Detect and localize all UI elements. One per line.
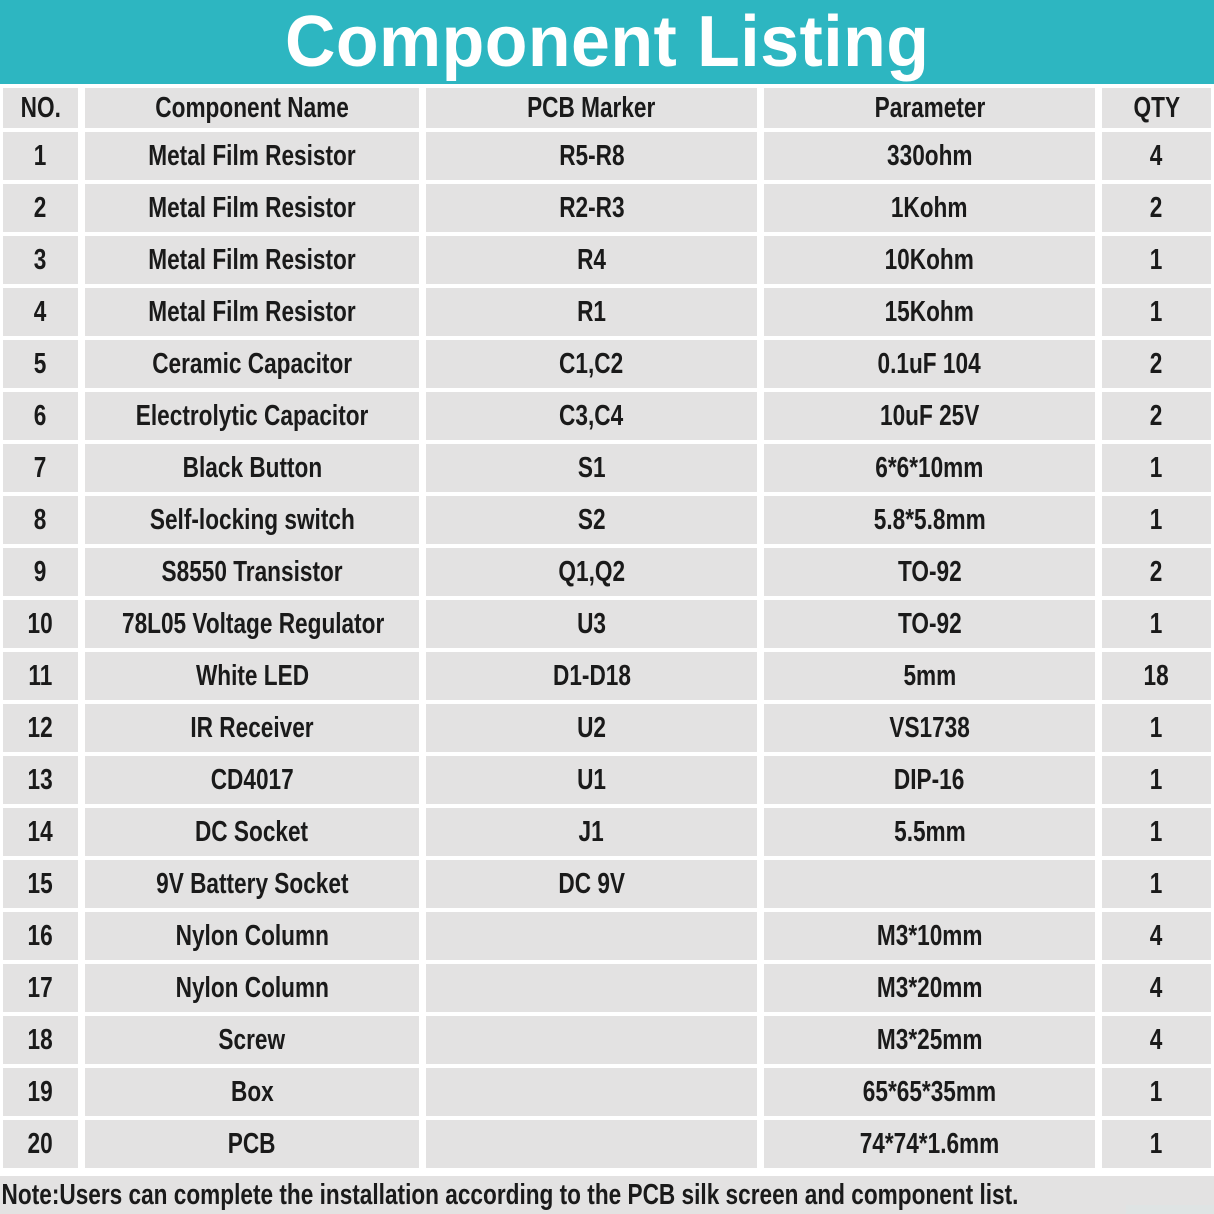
note-bar: [0, 1176, 1214, 1214]
cell-no: 5: [3, 340, 78, 388]
cell-no: 11: [3, 652, 78, 700]
col-header-qty: [1102, 88, 1211, 128]
cell-qty: 1: [1102, 236, 1211, 284]
cell-qty: 2: [1102, 184, 1211, 232]
cell-pcb-marker: S1: [426, 444, 757, 492]
cell-parameter: 10Kohm: [764, 236, 1095, 284]
table-row: [3, 184, 1211, 232]
cell-parameter: 0.1uF 104: [764, 340, 1095, 388]
table-row: [3, 912, 1211, 960]
cell-parameter: TO-92: [764, 548, 1095, 596]
note-text: Note:Users can complete the installation according to the PCB silk screen and component list.: [1, 1178, 1019, 1211]
cell-pcb-marker: S2: [426, 496, 757, 544]
cell-qty: 1: [1102, 444, 1211, 492]
cell-component-name: IR Receiver: [85, 704, 419, 752]
cell-no: 12: [3, 704, 78, 752]
cell-pcb-marker: R4: [426, 236, 757, 284]
cell-no: 18: [3, 1016, 78, 1064]
cell-parameter: 6*6*10mm: [764, 444, 1095, 492]
cell-no: 15: [3, 860, 78, 908]
table-row: [3, 132, 1211, 180]
table-row: [3, 1120, 1211, 1168]
cell-parameter: 1Kohm: [764, 184, 1095, 232]
cell-parameter: VS1738: [764, 704, 1095, 752]
cell-pcb-marker: U2: [426, 704, 757, 752]
cell-qty: 4: [1102, 132, 1211, 180]
cell-qty: 1: [1102, 860, 1211, 908]
table-header-row: [3, 88, 1211, 128]
cell-qty: 1: [1102, 288, 1211, 336]
cell-pcb-marker: R5-R8: [426, 132, 757, 180]
cell-pcb-marker: R1: [426, 288, 757, 336]
table-row: [3, 496, 1211, 544]
table-row: [3, 1016, 1211, 1064]
col-header-qty-label: QTY: [1133, 91, 1180, 124]
cell-qty: 1: [1102, 1120, 1211, 1168]
cell-component-name: Metal Film Resistor: [85, 236, 419, 284]
cell-parameter: 5mm: [764, 652, 1095, 700]
cell-no: 13: [3, 756, 78, 804]
col-header-pcb-marker: [426, 88, 757, 128]
cell-no: 3: [3, 236, 78, 284]
page-title: Component Listing: [284, 2, 930, 82]
cell-qty: 4: [1102, 912, 1211, 960]
cell-parameter: 5.5mm: [764, 808, 1095, 856]
cell-qty: 1: [1102, 704, 1211, 752]
cell-component-name: Metal Film Resistor: [85, 184, 419, 232]
cell-component-name: S8550 Transistor: [85, 548, 419, 596]
cell-component-name: Electrolytic Capacitor: [85, 392, 419, 440]
cell-component-name: 78L05 Voltage Regulator: [85, 600, 419, 648]
cell-parameter: 15Kohm: [764, 288, 1095, 336]
table-row: [3, 444, 1211, 492]
cell-no: 4: [3, 288, 78, 336]
cell-qty: 1: [1102, 808, 1211, 856]
cell-parameter: TO-92: [764, 600, 1095, 648]
cell-parameter: M3*20mm: [764, 964, 1095, 1012]
cell-no: 1: [3, 132, 78, 180]
table-row: [3, 548, 1211, 596]
table-row: [3, 756, 1211, 804]
cell-pcb-marker: DC 9V: [426, 860, 757, 908]
cell-component-name: White LED: [85, 652, 419, 700]
cell-parameter: 74*74*1.6mm: [764, 1120, 1095, 1168]
cell-pcb-marker: C1,C2: [426, 340, 757, 388]
cell-component-name: PCB: [85, 1120, 419, 1168]
cell-parameter: M3*25mm: [764, 1016, 1095, 1064]
cell-qty: 1: [1102, 756, 1211, 804]
cell-pcb-marker: [426, 964, 757, 1012]
cell-pcb-marker: R2-R3: [426, 184, 757, 232]
cell-qty: 2: [1102, 392, 1211, 440]
col-header-no-label: NO.: [20, 91, 61, 124]
cell-qty: 18: [1102, 652, 1211, 700]
cell-component-name: Metal Film Resistor: [85, 132, 419, 180]
cell-no: 10: [3, 600, 78, 648]
cell-pcb-marker: C3,C4: [426, 392, 757, 440]
col-header-pcb-marker-label: PCB Marker: [527, 91, 656, 124]
cell-no: 17: [3, 964, 78, 1012]
col-header-component-name: [85, 88, 419, 128]
cell-component-name: Nylon Column: [85, 912, 419, 960]
cell-qty: 4: [1102, 964, 1211, 1012]
title-banner: [0, 0, 1214, 84]
cell-component-name: 9V Battery Socket: [85, 860, 419, 908]
cell-pcb-marker: D1-D18: [426, 652, 757, 700]
cell-qty: 4: [1102, 1016, 1211, 1064]
cell-parameter: DIP-16: [764, 756, 1095, 804]
cell-pcb-marker: J1: [426, 808, 757, 856]
table-row: [3, 288, 1211, 336]
table-row: [3, 600, 1211, 648]
cell-pcb-marker: U1: [426, 756, 757, 804]
cell-component-name: CD4017: [85, 756, 419, 804]
cell-no: 16: [3, 912, 78, 960]
table-row: [3, 808, 1211, 856]
table-row: [3, 340, 1211, 388]
cell-no: 19: [3, 1068, 78, 1116]
cell-pcb-marker: [426, 1016, 757, 1064]
table-row: [3, 860, 1211, 908]
cell-qty: 1: [1102, 496, 1211, 544]
cell-no: 2: [3, 184, 78, 232]
cell-no: 14: [3, 808, 78, 856]
cell-pcb-marker: Q1,Q2: [426, 548, 757, 596]
table-row: [3, 964, 1211, 1012]
col-header-parameter: [764, 88, 1095, 128]
cell-no: 7: [3, 444, 78, 492]
cell-no: 6: [3, 392, 78, 440]
cell-component-name: Self-locking switch: [85, 496, 419, 544]
cell-qty: 2: [1102, 548, 1211, 596]
cell-parameter: [764, 860, 1095, 908]
cell-no: 8: [3, 496, 78, 544]
cell-component-name: Ceramic Capacitor: [85, 340, 419, 388]
cell-pcb-marker: [426, 1120, 757, 1168]
corner-strip: [1126, 1205, 1214, 1214]
cell-qty: 2: [1102, 340, 1211, 388]
table-row: [3, 704, 1211, 752]
cell-parameter: 330ohm: [764, 132, 1095, 180]
cell-component-name: Screw: [85, 1016, 419, 1064]
cell-parameter: 5.8*5.8mm: [764, 496, 1095, 544]
col-header-component-name-label: Component Name: [155, 91, 349, 124]
cell-no: 9: [3, 548, 78, 596]
cell-pcb-marker: U3: [426, 600, 757, 648]
cell-parameter: 10uF 25V: [764, 392, 1095, 440]
cell-component-name: Nylon Column: [85, 964, 419, 1012]
cell-parameter: 65*65*35mm: [764, 1068, 1095, 1116]
cell-qty: 1: [1102, 1068, 1211, 1116]
cell-qty: 1: [1102, 600, 1211, 648]
col-header-parameter-label: Parameter: [874, 91, 985, 124]
col-header-no: [3, 88, 78, 128]
component-table: [0, 84, 1214, 1172]
table-row: [3, 652, 1211, 700]
cell-component-name: Metal Film Resistor: [85, 288, 419, 336]
table-row: [3, 236, 1211, 284]
cell-parameter: M3*10mm: [764, 912, 1095, 960]
cell-component-name: DC Socket: [85, 808, 419, 856]
cell-no: 20: [3, 1120, 78, 1168]
table-row: [3, 1068, 1211, 1116]
cell-component-name: Black Button: [85, 444, 419, 492]
table-row: [3, 392, 1211, 440]
cell-component-name: Box: [85, 1068, 419, 1116]
cell-pcb-marker: [426, 1068, 757, 1116]
cell-pcb-marker: [426, 912, 757, 960]
